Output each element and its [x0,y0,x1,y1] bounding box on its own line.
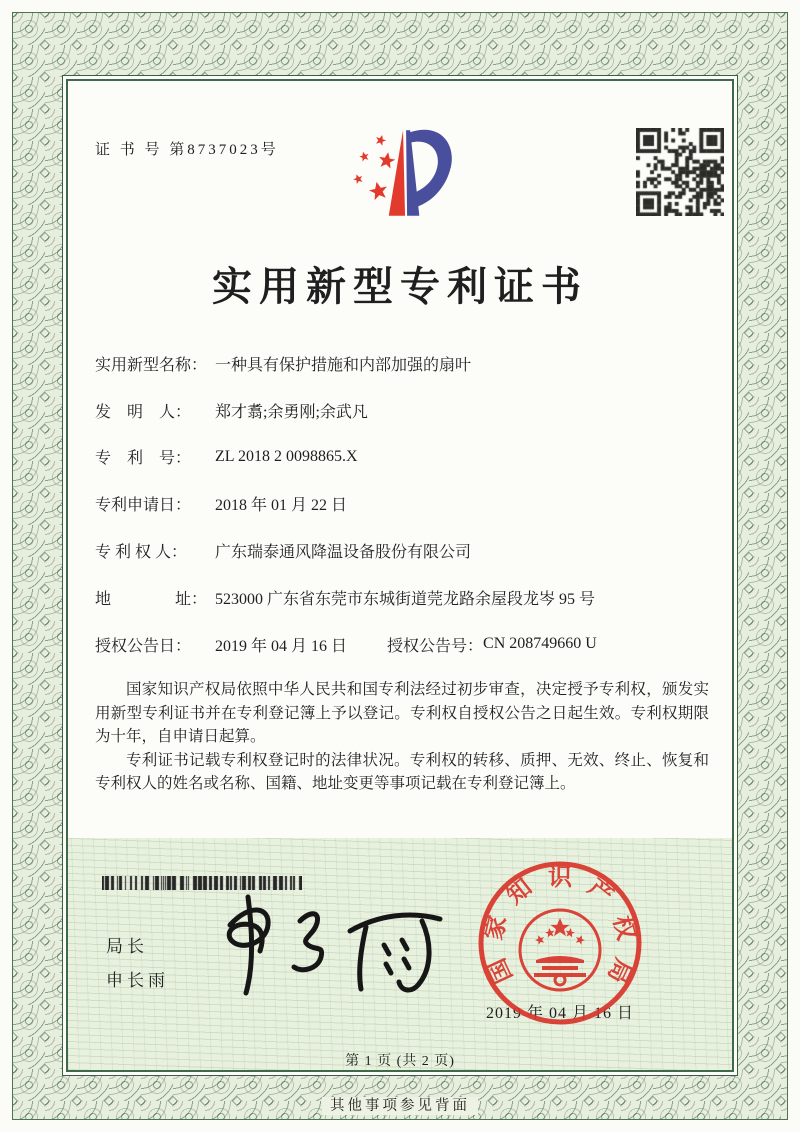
svg-text:产: 产 [582,874,618,910]
certificate-fields [95,340,711,668]
field-value: 523000 广东省东莞市东城街道莞龙路余屋段龙岑 95 号 [215,590,596,608]
field-inventors [95,387,711,434]
field-label: 发 明 人： [95,403,192,421]
field-patentee [95,527,711,574]
field-label: 地 址： [95,590,208,608]
grant-date: 2019 年 04 月 16 日 [215,637,348,655]
svg-text:局: 局 [602,954,636,987]
field-label: 专 利 号： [95,450,192,468]
field-filing-date [95,480,711,527]
certificate-title: 实用新型专利证书 [212,264,588,309]
field-value: 一种具有保护措施和内部加强的扇叶 [215,356,472,374]
official-seal [475,858,645,1028]
field-value: 广东瑞泰通风降温设备股份有限公司 [215,544,472,562]
field-patent-number [95,434,711,481]
field-value: 2018 年 01 月 22 日 [215,497,348,515]
svg-text:识: 识 [548,865,572,891]
field-label: 专利申请日： [95,497,192,515]
svg-text:国: 国 [484,954,518,987]
commissioner-name: 申长雨 [106,971,169,990]
signature-handwriting-icon [200,885,470,1000]
back-side-note: 其他事项参见背面 [0,1094,800,1115]
legal-text [95,678,709,796]
field-value: 郑才翥;余勇刚;余武凡 [215,403,368,421]
field-grant-row [95,621,711,668]
svg-text:知: 知 [502,874,538,910]
seal-date: 2019 年 04 月 16 日 [486,1005,635,1022]
national-emblem-icon [520,910,600,990]
field-label: 专 利 权 人： [95,544,188,562]
certificate-number: 证 书 号 第8737023号 [95,142,279,158]
field-label: 实用新型名称： [95,356,208,374]
legal-paragraph-2: 专利证书记载专利权登记时的法律状况。专利权的转移、质押、无效、终止、恢复和专利权人的姓名或名称、国籍、地址变更等事项记载在专利登记簿上。 [95,751,709,793]
svg-text:权: 权 [607,913,639,943]
grant-number: CN 208749660 U [483,635,597,653]
cnipa-logo-icon [346,126,458,220]
field-value: ZL 2018 2 0098865.X [215,447,358,465]
commissioner-title: 局长 [106,937,148,956]
field-label: 授权公告号： [387,637,484,655]
field-label: 授权公告日： [95,637,192,655]
qr-code [636,128,724,216]
field-address [95,574,711,621]
legal-paragraph-1: 国家知识产权局依照中华人民共和国专利法经过初步审查，决定授予专利权，颁发实用新型专利证书并在专利登记簿上予以登记。专利权自授权公告之日起生效。专利权期限为十年，自申请日起算。 [95,681,709,746]
field-utility-model-name [95,340,711,387]
page-number: 第 1 页 (共 2 页) [345,1054,455,1069]
svg-text:家: 家 [481,913,513,943]
